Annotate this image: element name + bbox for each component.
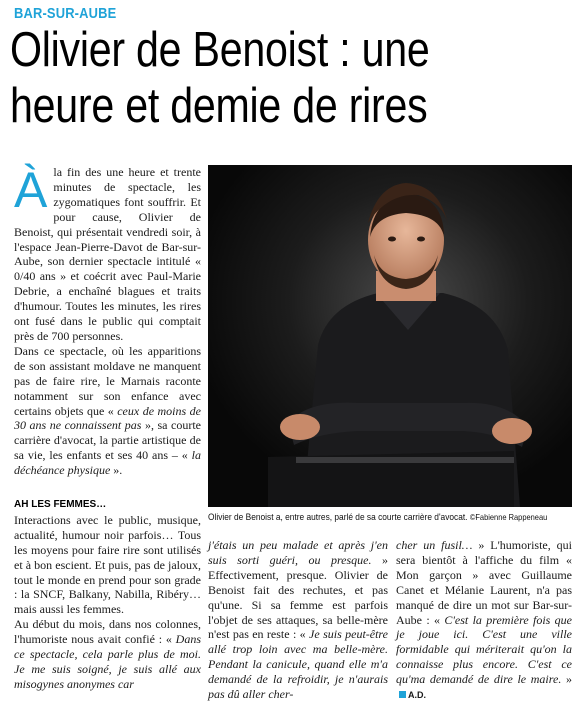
paragraph-4 — [14, 617, 201, 692]
quote: Je suis peut-être allé trop loin avec ma belle-mère. Pendant la canicule, quand elle m'a demandé de la refroidir, je n'aurais pas dû aller cher- — [208, 627, 388, 702]
quote: cher un fusil… — [396, 538, 473, 552]
photo-illustration — [208, 165, 572, 507]
paragraph-3: Interactions avec le public, musique, actualité, humour noir parfois… Tous les moyens pour faire rire sont utilisés et à bon escient. Et puis, pas de jaloux, tout le monde en prend pour son grade : la SNCF, Balkany, Nabilla, Ribéry… mais aussi les femmes. — [14, 512, 201, 617]
headline — [10, 22, 548, 134]
lead-text: la fin des une heure et trente minutes de spectacle, les zygomatiques font souffrir. Et pour cause, Olivier de Benoist, qui présentait vendredi soir, à l'espace Jean-Pierre-Davot de Bar-sur-Aube, son dernier spectacle intitulé « 0/40 ans » et coécrit avec Paul-Marie Debrie, a enchaîné blagues et traits d'humour. Toutes les minutes, les rires ont fusé dans le public qui comptait près de 700 personnes. — [14, 165, 201, 343]
quote: Dans ce spectacle, cela parle plus de moi. Je me suis soigné, je suis allé aux misogynes anonymes car — [14, 632, 202, 691]
headline-line-2: heure et demie de rires — [10, 79, 428, 133]
text-run: », sa courte carrière d'avocat, la partie artistique de sa vie, les enfants et ses 40 ans – « — [14, 418, 202, 463]
paragraph-6 — [396, 538, 572, 703]
article-column-3 — [396, 538, 572, 703]
author-signature: A.D. — [408, 690, 426, 701]
text-run: Au début du mois, dans nos colonnes, l'humoriste nous avait confié : « — [14, 617, 201, 647]
end-mark-icon — [399, 691, 406, 698]
section-kicker: BAR-SUR-AUBE — [14, 5, 117, 22]
subheading: AH LES FEMMES… — [14, 499, 107, 511]
text-run: ». — [113, 463, 123, 478]
text-run: Dans ce spectacle, où les apparitions de son assistant moldave ne manquent pas de faire rire, le Marnais raconte notamment sur son enfance avec certains objets que « — [14, 343, 201, 418]
article-column-2 — [208, 538, 388, 702]
text-run: » L'humoriste, qui sera bientôt à l'affiche du film « Mon garçon » avec Guillaume Canet et Mélanie Laurent, n'a pas manqué de dire un mot sur Bar-sur-Aube : « — [396, 538, 572, 627]
photo-caption — [208, 512, 548, 523]
headline-line-1: Olivier de Benoist : une — [10, 23, 430, 77]
quote: j'étais un peu malade et après j'en suis sorti guéri, ou presque. — [208, 538, 388, 567]
text-run: » Effectivement, presque. Olivier de Benoist fait des rechutes, et pas qu'une. Si sa femme est parfois l'objet de ses attaques, sa belle-mère n'est pas en reste : « — [208, 552, 389, 642]
text-run: » — [566, 672, 572, 687]
caption-text: Olivier de Benoist a, entre autres, parlé de sa courte carrière d'avocat. — [208, 512, 468, 523]
quote: ceux de moins de 30 ans ne connaissent pas — [14, 403, 201, 433]
article-column-1 — [14, 162, 202, 692]
drop-cap: À — [14, 162, 48, 218]
performer-photo — [208, 165, 572, 507]
quote: la déchéance physique — [14, 448, 201, 478]
photo-credit: ©Fabienne Rappeneau — [469, 512, 548, 522]
paragraph-2 — [14, 344, 201, 478]
paragraph-5 — [208, 538, 388, 702]
lead-paragraph — [14, 162, 201, 344]
quote: C'est la première fois que je joue ici. C'est une ville formidable qui mériterait qu'on la connaisse plus encore. C'est ce qu'ma demandé de dire le maire. — [396, 612, 573, 687]
